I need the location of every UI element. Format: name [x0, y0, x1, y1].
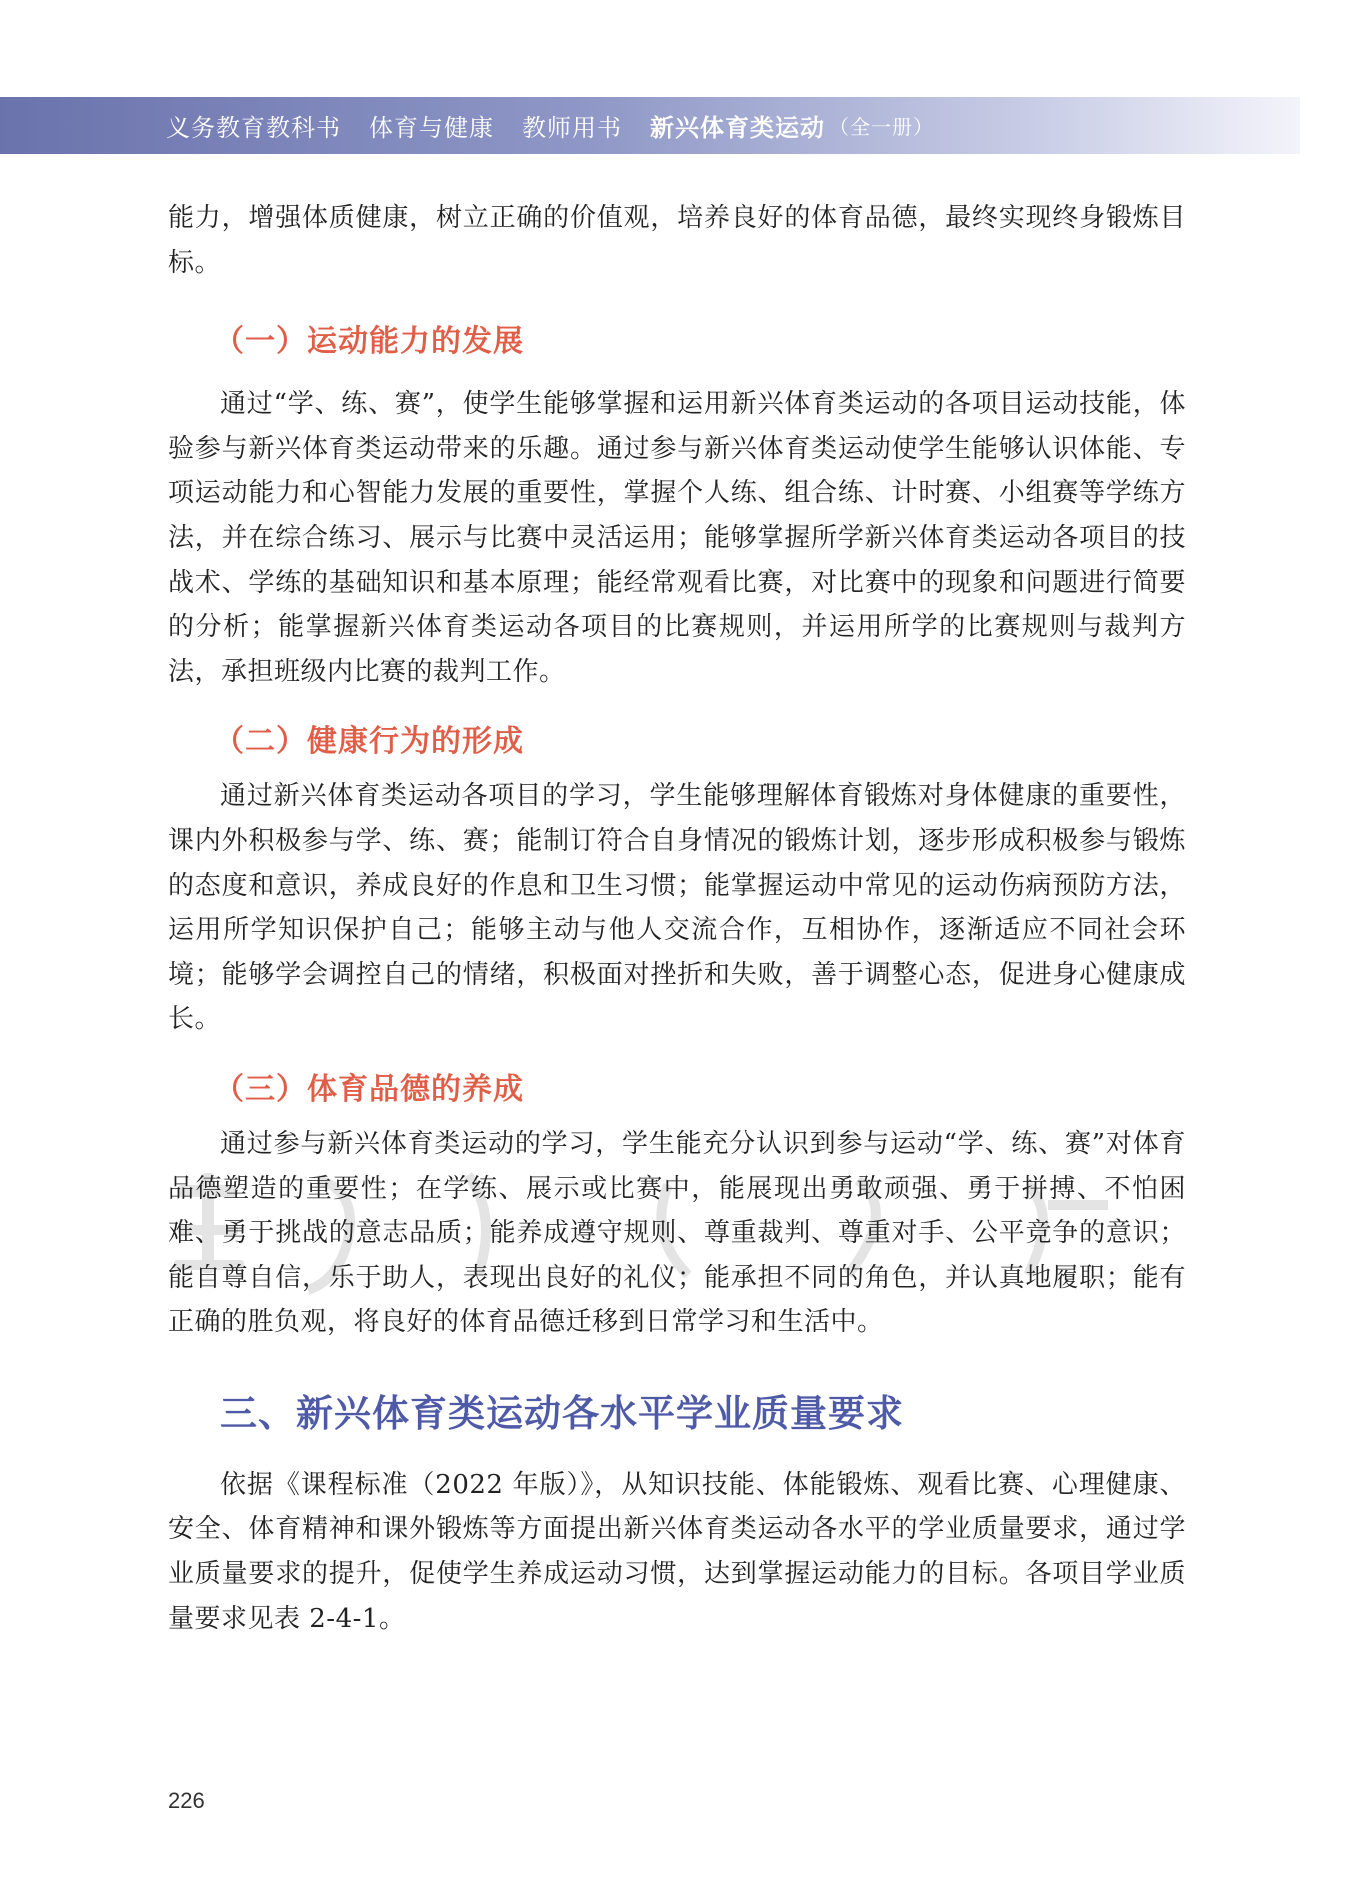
subsection-heading-1: （一）运动能力的发展 — [214, 324, 524, 360]
page-content — [168, 196, 1186, 1641]
subsection-body-1: 通过“学、练、赛”，使学生能够掌握和运用新兴体育类运动的各项目运动技能，体验参与新兴体育类运动带来的乐趣。通过参与新兴体育类运动使学生能够认识体能、专项运动能力和心智能力发展的重要性，掌握个人练、组合练、计时赛、小组赛等学练方法，并在综合练习、展示与比赛中灵活运用；能够掌握所学新兴体育类运动各项目的技战术、学练的基础知识和基本原理；能经常观看比赛，对比赛中的现象和问题进行简要的分析；能掌握新兴体育类运动各项目的比赛规则，并运用所学的比赛规则与裁判方法，承担班级内比赛的裁判工作。 — [168, 389, 1186, 687]
subsection-heading-2: （二）健康行为的形成 — [214, 724, 524, 760]
running-header — [0, 97, 1300, 154]
subsection-body-2: 通过新兴体育类运动各项目的学习，学生能够理解体育锻炼对身体健康的重要性，课内外积极参与学、练、赛；能制订符合自身情况的锻炼计划，逐步形成积极参与锻炼的态度和意识，养成良好的作息和卫生习惯；能掌握运动中常见的运动伤病预防方法，运用所学知识保护自己；能够主动与他人交流合作，互相协作，逐渐适应不同社会环境；能够学会调控自己的情绪，积极面对挫折和失败，善于调整心态，促进身心健康成长。 — [168, 781, 1186, 1035]
header-book: 义务教育教科书 — [166, 114, 341, 142]
subsection-heading-3: （三）体育品德的养成 — [214, 1071, 524, 1107]
header-volume-title: 新兴体育类运动 — [650, 114, 825, 142]
header-volume-suffix: （全一册） — [829, 115, 934, 139]
section-body-3: 依据《课程标准（2022 年版）》，从知识技能、体能锻炼、观看比赛、心理健康、安全、体育精神和课外锻炼等方面提出新兴体育类运动各水平的学业质量要求，通过学业质量要求的提升，促使学生养成运动习惯，达到掌握运动能力的目标。各项目学业质量要求见表 2-4-1。 — [168, 1469, 1186, 1634]
section-heading-3: 三、新兴体育类运动各水平学业质量要求 — [220, 1391, 904, 1435]
header-subject: 体育与健康 — [369, 114, 494, 142]
page-number: 226 — [168, 1788, 205, 1813]
header-edition: 教师用书 — [522, 114, 622, 142]
intro-paragraph: 能力，增强体质健康，树立正确的价值观，培养良好的体育品德，最终实现终身锻炼目标。 — [168, 203, 1186, 278]
subsection-body-3: 通过参与新兴体育类运动的学习，学生能充分认识到参与运动“学、练、赛”对体育品德塑造的重要性；在学练、展示或比赛中，能展现出勇敢顽强、勇于拼搏、不怕困难、勇于挑战的意志品质；能养成遵守规则、尊重裁判、尊重对手、公平竞争的意识；能自尊自信，乐于助人，表现出良好的礼仪；能承担不同的角色，并认真地履职；能有正确的胜负观，将良好的体育品德迁移到日常学习和生活中。 — [168, 1128, 1186, 1338]
